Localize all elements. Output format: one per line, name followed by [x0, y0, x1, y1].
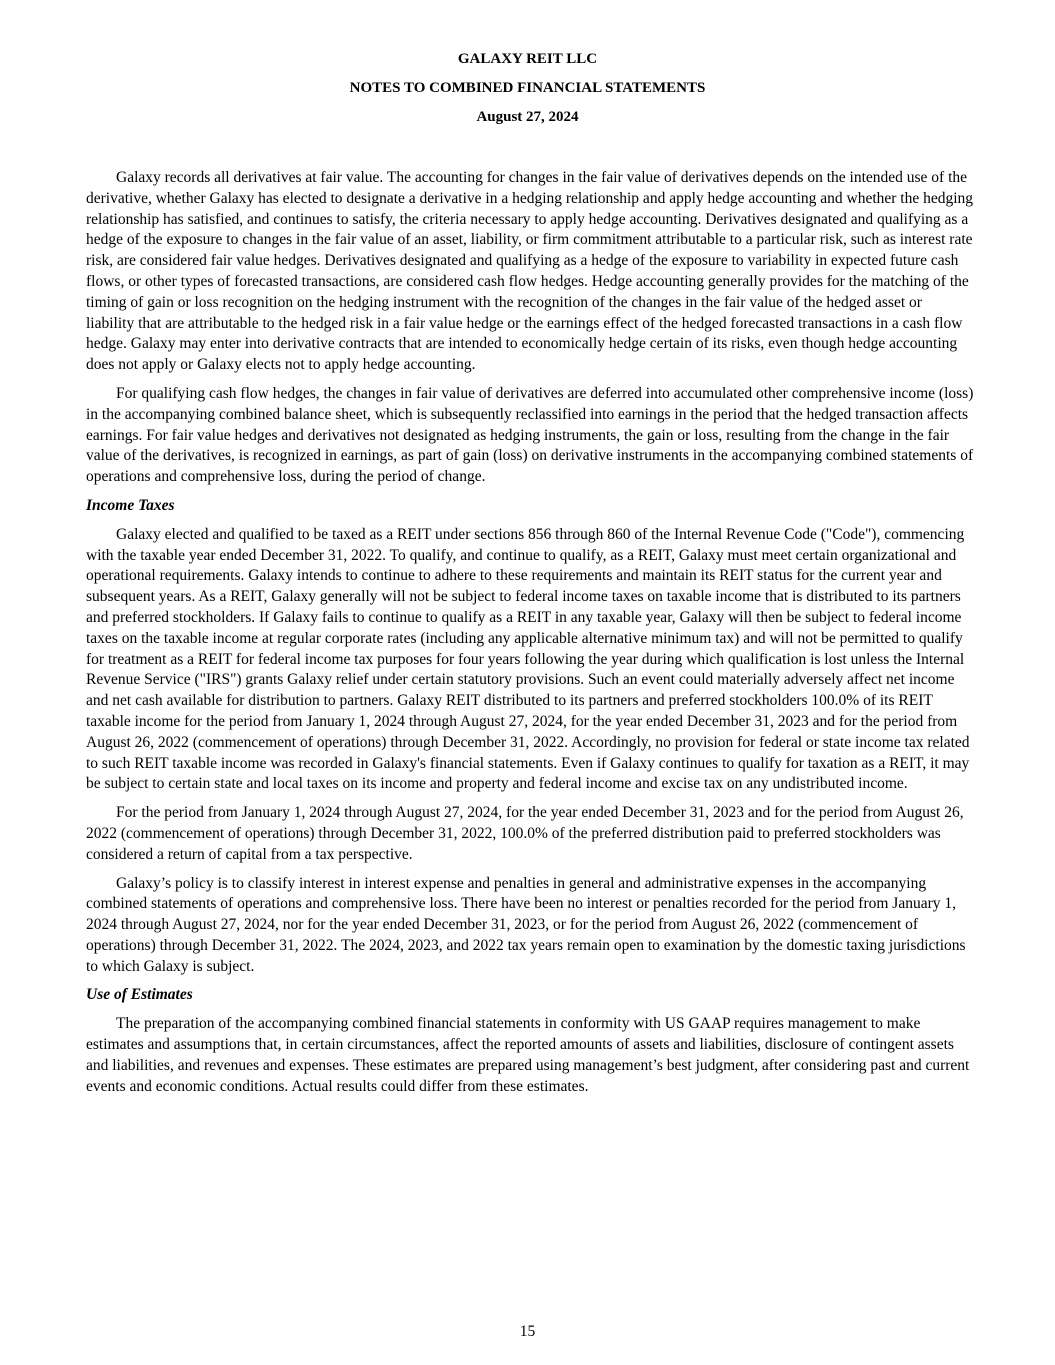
use-of-estimates-paragraph-1: The preparation of the accompanying combined financial statements in conformity with US GAAP requires management to make estimates and assumptions that, in certain circumstances, affect the reported amounts of assets and liabilities, disclosure of contingent assets and liabilities, and revenues and expenses. These estimates are prepared using management’s best judgment, after considering past and current events and economic conditions. Actual results could differ from these estimates. — [86, 1015, 970, 1095]
derivatives-paragraph-2: For qualifying cash flow hedges, the changes in fair value of derivatives are deferred into accumulated other comprehensive income (loss) in the accompanying combined balance sheet, which is subsequently reclassified into earnings in the period that the hedged transaction affects earnings. For fair value hedges and derivatives not designated as hedging instruments, the gain or loss, resulting from the change in the fair value of the derivatives, is recognized in earnings, as part of gain (loss) on derivative instruments in the accompanying combined statements of operations and comprehensive loss, during the period of change. — [86, 384, 974, 486]
document-date: August 27, 2024 — [476, 109, 579, 125]
income-taxes-paragraph-2: For the period from January 1, 2024 through August 27, 2024, for the year ended December 31, 2023 and for the period from August 26, 2022 (commencement of operations) through December 31, 2022, 100.0% of the preferred distribution paid to preferred stockholders was considered a return of capital from a tax perspective. — [86, 804, 964, 863]
document-body — [86, 168, 974, 1105]
income-taxes-paragraph-3: Galaxy’s policy is to classify interest in interest expense and penalties in general and administrative expenses in the accompanying combined statements of operations and comprehensive loss. There have been no interest or penalties recorded for the period from January 1, 2024 through August 27, 2024, nor for the year ended December 31, 2023, or for the period from August 26, 2022 (commencement of operations) through December 31, 2022. The 2024, 2023, and 2022 tax years remain open to examination by the domestic taxing jurisdictions to which Galaxy is subject. — [86, 874, 966, 975]
document-title: NOTES TO COMBINED FINANCIAL STATEMENTS — [349, 80, 706, 96]
derivatives-paragraph-1: Galaxy records all derivatives at fair value. The accounting for changes in the fair value of derivatives depends on the intended use of the derivative, whether Galaxy has elected to designate a derivative in a hedging relationship and apply hedge accounting and whether the hedging relationship has satisfied, and continues to satisfy, the criteria necessary to apply hedge accounting. Derivatives designated and qualifying as a hedge of the exposure to changes in the fair value of an asset, liability, or firm commitment attributable to a particular risk, such as interest rate risk, are considered fair value hedges. Derivatives designated and qualifying as a hedge of the exposure to variability in expected future cash flows, or other types of forecasted transactions, are considered cash flow hedges. Hedge accounting generally provides for the matching of the timing of gain or loss recognition on the hedging instrument with the recognition of the changes in the fair value of the hedged asset or liability that are attributable to the hedged risk in a fair value hedge or the earnings effect of the hedged forecasted transactions in a cash flow hedge. Galaxy may enter into derivative contracts that are intended to economically hedge certain of its risks, even though hedge accounting does not apply or Galaxy elects not to apply hedge accounting. — [86, 169, 974, 374]
income-taxes-heading: Income Taxes — [86, 496, 175, 514]
use-of-estimates-heading: Use of Estimates — [86, 986, 193, 1004]
income-taxes-paragraph-1: Galaxy elected and qualified to be taxed as a REIT under sections 856 through 860 of the Internal Revenue Code ("Code"), commencing with the taxable year ended December 31, 2022. To qualify, and continue to qualify, as a REIT, Galaxy must meet certain organizational and operational requirements. Galaxy intends to continue to adhere to these requirements and maintain its REIT status for the current year and subsequent years. As a REIT, Galaxy generally will not be subject to federal income taxes on taxable income that is distributed to its partners and preferred stockholders. If Galaxy fails to continue to qualify as a REIT in any taxable year, Galaxy will then be subject to federal income taxes on the taxable income at regular corporate rates (including any applicable alternative minimum tax) and will not be permitted to qualify for treatment as a REIT for federal income tax purposes for four years following the year during which qualification is lost unless the Internal Revenue Service ("IRS") grants Galaxy relief under certain statutory provisions. Such an event could materially adversely affect net income and net cash available for distribution to partners. Galaxy REIT distributed to its partners and preferred stockholders 100.0% of its REIT taxable income for the period from January 1, 2024 through August 27, 2024, for the year ended December 31, 2023 and for the period from August 26, 2022 (commencement of operations) through December 31, 2022. Accordingly, no provision for federal or state income tax related to such REIT taxable income was recorded in Galaxy's financial statements. Even if Galaxy continues to qualify for taxation as a REIT, it may be subject to certain state and local taxes on its income and property and federal income and excise tax on any undistributed income. — [86, 525, 970, 793]
company-name: GALAXY REIT LLC — [457, 51, 598, 67]
page-number: 15 — [519, 1323, 536, 1340]
